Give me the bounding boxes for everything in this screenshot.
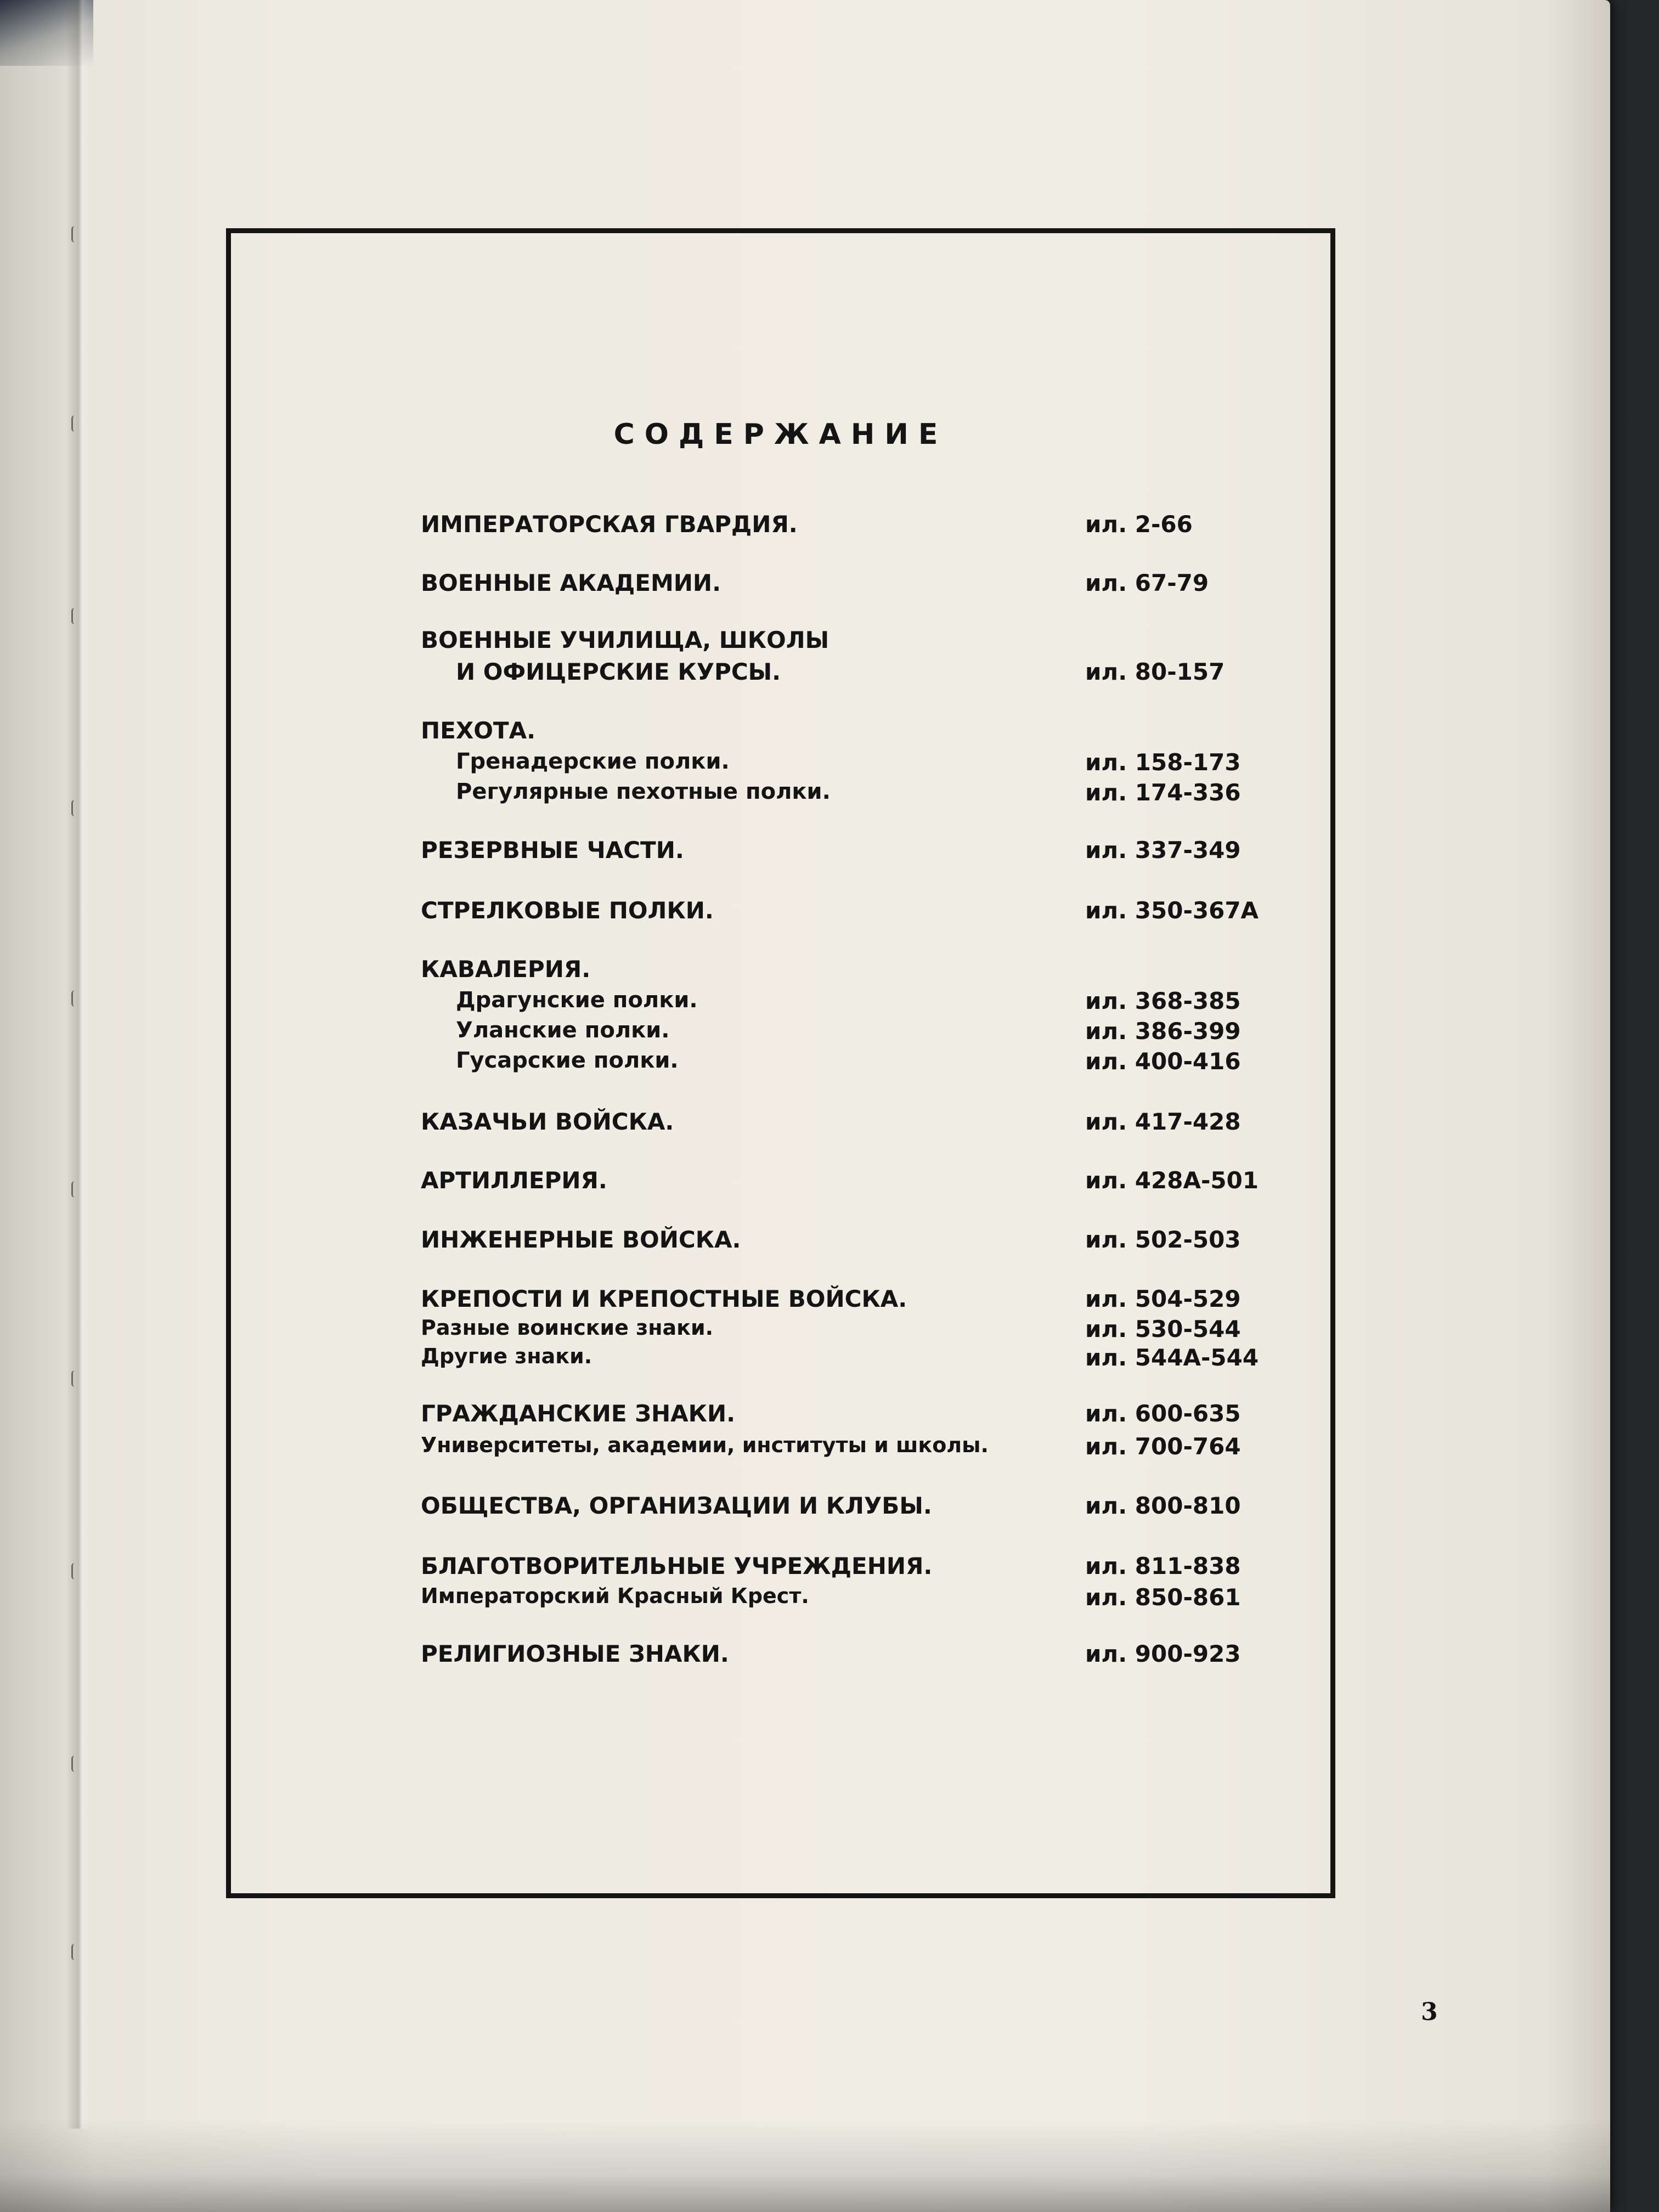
page-number: 3 (1421, 1998, 1438, 2026)
toc-entry-label: ИМПЕРАТОРСКАЯ ГВАРДИЯ. (421, 511, 798, 538)
toc-entry-pages: ил. 700-764 (1085, 1433, 1241, 1460)
binding-stitch (71, 1181, 81, 1198)
toc-entry-pages: ил. 900-923 (1085, 1640, 1241, 1667)
toc-entry-pages: ил. 386-399 (1085, 1018, 1241, 1045)
toc-entry[interactable] (231, 837, 1330, 872)
spine-fold (66, 0, 93, 2129)
binding-stitch (71, 226, 81, 242)
toc-entry[interactable] (231, 1584, 1330, 1619)
toc-entry[interactable] (231, 897, 1330, 932)
toc-entry-label: ОБЩЕСТВА, ОРГАНИЗАЦИИ И КЛУБЫ. (421, 1492, 932, 1519)
toc-entry-pages: ил. 417-428 (1085, 1108, 1241, 1135)
toc-entry-label: БЛАГОТВОРИТЕЛЬНЫЕ УЧРЕЖДЕНИЯ. (421, 1553, 933, 1579)
toc-entry-pages: ил. 337-349 (1085, 837, 1241, 864)
toc-entry-label: Разные воинские знаки. (421, 1316, 714, 1340)
toc-entry[interactable] (231, 1226, 1330, 1261)
toc-entry-pages: ил. 67-79 (1085, 569, 1209, 596)
toc-entry[interactable] (231, 1433, 1330, 1468)
toc-entry-label: И ОФИЦЕРСКИЕ КУРСЫ. (456, 658, 781, 685)
toc-entry-pages: ил. 544А-544 (1085, 1344, 1259, 1371)
toc-entry[interactable] (231, 1640, 1330, 1675)
toc-entry-label: Императорский Красный Крест. (421, 1584, 809, 1608)
toc-entry[interactable] (231, 1108, 1330, 1143)
toc-entry[interactable] (231, 779, 1330, 814)
toc-entry-label: ВОЕННЫЕ УЧИЛИЩА, ШКОЛЫ (421, 627, 830, 653)
toc-entry-label: РЕЛИГИОЗНЫЕ ЗНАКИ. (421, 1640, 729, 1667)
toc-entry-pages: ил. 428А-501 (1085, 1167, 1259, 1194)
toc-entry[interactable] (231, 956, 1330, 991)
toc-entry-label: КАВАЛЕРИЯ. (421, 956, 591, 983)
binding-stitch (71, 1756, 81, 1772)
toc-entry-pages: ил. 850-861 (1085, 1584, 1241, 1611)
toc-entry-label: Университеты, академии, институты и школы. (421, 1433, 989, 1457)
toc-entry[interactable] (231, 627, 1330, 662)
toc-entry-label: КРЕПОСТИ И КРЕПОСТНЫЕ ВОЙСКА. (421, 1285, 907, 1312)
toc-entry-label: Регулярные пехотные полки. (456, 779, 831, 804)
binding-stitch (71, 990, 81, 1007)
toc-entry[interactable] (231, 511, 1330, 546)
binding-stitch (71, 1944, 81, 1960)
toc-entry[interactable] (231, 1492, 1330, 1527)
toc-entry-pages: ил. 400-416 (1085, 1048, 1241, 1075)
toc-entry[interactable] (231, 658, 1330, 693)
toc-entry-pages: ил. 350-367А (1085, 897, 1259, 924)
toc-entry[interactable] (231, 1344, 1330, 1379)
contents-title: СОДЕРЖАНИЕ (613, 418, 948, 451)
binding-stitch (71, 1563, 81, 1579)
binding-stitch (71, 608, 81, 624)
toc-entry-label: ИНЖЕНЕРНЫЕ ВОЙСКА. (421, 1226, 741, 1253)
toc-entry-pages: ил. 504-529 (1085, 1285, 1241, 1312)
toc-entry-label: СТРЕЛКОВЫЕ ПОЛКИ. (421, 897, 714, 924)
toc-entry-label: РЕЗЕРВНЫЕ ЧАСТИ. (421, 837, 684, 864)
toc-entry-label: Другие знаки. (421, 1344, 592, 1368)
toc-entry-pages: ил. 502-503 (1085, 1226, 1241, 1253)
toc-entry[interactable] (231, 1553, 1330, 1588)
toc-entry-pages: ил. 811-838 (1085, 1553, 1241, 1579)
binding-stitch (71, 1370, 81, 1387)
page-bottom-shadow (0, 2119, 1610, 2212)
toc-entry-label: ПЕХОТА. (421, 717, 536, 744)
toc-entry-label: Драгунские полки. (456, 988, 698, 1013)
toc-entry-pages: ил. 600-635 (1085, 1400, 1241, 1427)
toc-entry[interactable] (231, 1400, 1330, 1435)
toc-entry-label: АРТИЛЛЕРИЯ. (421, 1167, 607, 1194)
toc-entry-pages: ил. 174-336 (1085, 779, 1241, 806)
toc-entry-label: Гренадерские полки. (456, 749, 730, 774)
toc-entry-label: ВОЕННЫЕ АКАДЕМИИ. (421, 569, 721, 596)
toc-entry-pages: ил. 80-157 (1085, 658, 1225, 685)
toc-entry[interactable] (231, 1048, 1330, 1083)
toc-entry[interactable] (231, 1167, 1330, 1202)
toc-entry-label: Гусарские полки. (456, 1048, 679, 1073)
toc-entry[interactable] (231, 717, 1330, 752)
toc-entry[interactable] (231, 569, 1330, 605)
toc-entry-pages: ил. 2-66 (1085, 511, 1193, 538)
toc-entry-pages: ил. 158-173 (1085, 749, 1241, 776)
toc-entry-label: КАЗАЧЬИ ВОЙСКА. (421, 1108, 674, 1135)
toc-entry-pages: ил. 800-810 (1085, 1492, 1241, 1519)
toc-entry-label: Уланские полки. (456, 1018, 670, 1043)
binding-stitch (71, 415, 81, 432)
toc-entry-pages: ил. 530-544 (1085, 1316, 1241, 1342)
binding-stitch (71, 800, 81, 816)
toc-entry-pages: ил. 368-385 (1085, 988, 1241, 1014)
toc-entry-label: ГРАЖДАНСКИЕ ЗНАКИ. (421, 1400, 736, 1427)
contents-frame (226, 228, 1335, 1898)
